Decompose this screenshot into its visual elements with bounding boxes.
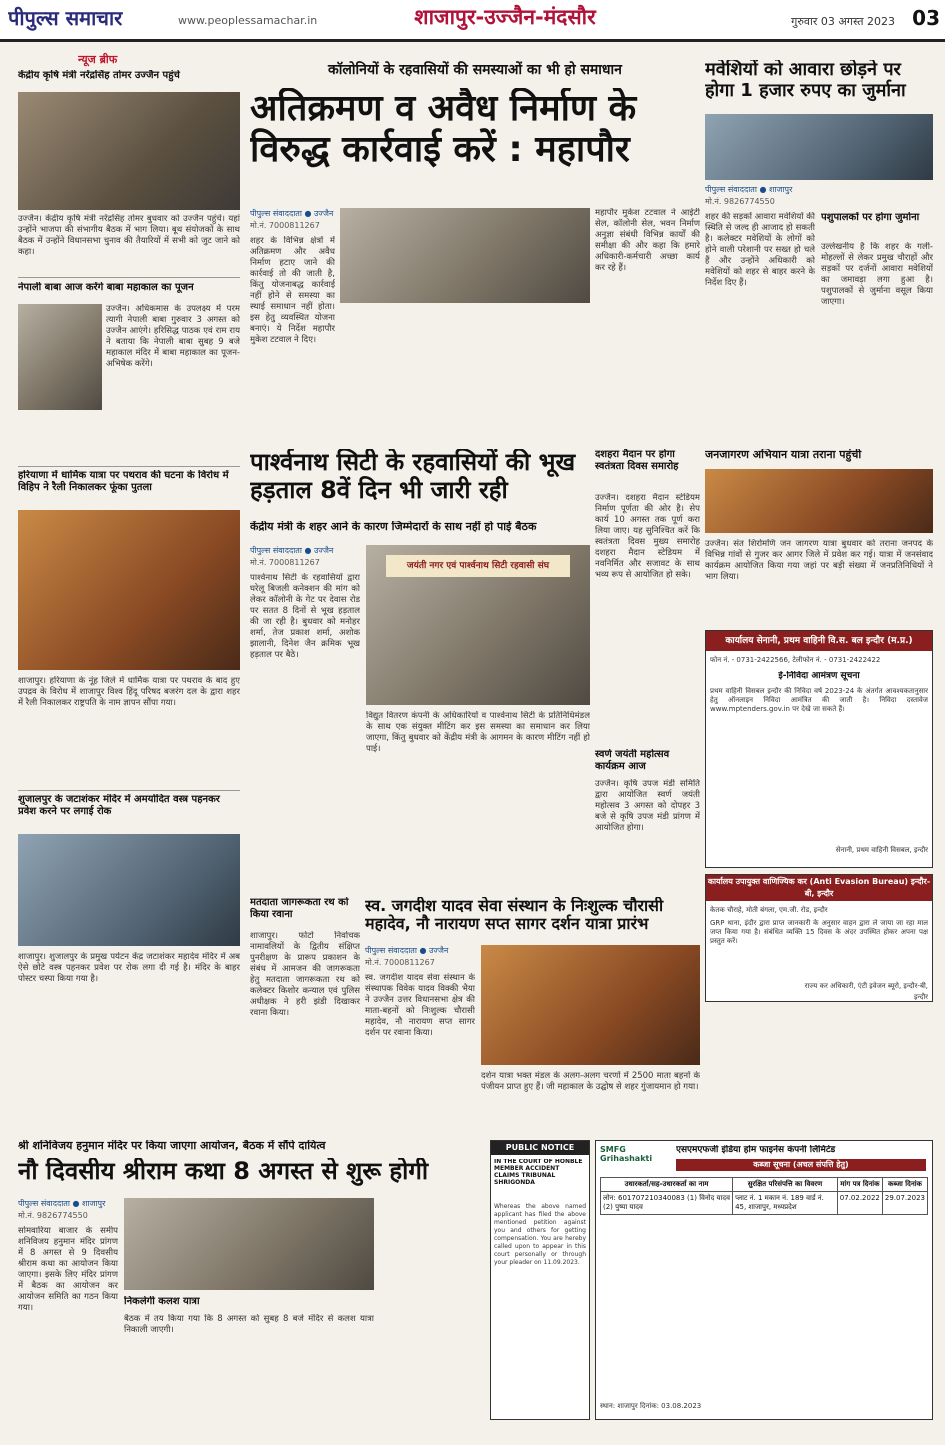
cattle-story xyxy=(705,48,933,438)
smfg-footer: स्थान: शाजापुर दिनांक: 03.08.2023 xyxy=(600,1402,702,1410)
tax-title: कार्यालय उपायुक्त वाणिज्यिक कर (Anti Evasion Bureau) इन्दौर- बी, इन्दौर xyxy=(706,875,932,901)
tax-body: GRP थाना, इंदौर द्वारा प्राप्त जानकारी के अनुसार वाहन द्वारा ले जाया जा रहा माल जप्त किया गया है। संबंधित व्यक्ति 15 दिवस के अंदर उपस्थित होकर अपना पक्ष प्रस्तुत करें। xyxy=(710,919,928,945)
yatra-crowd-photo xyxy=(481,945,700,1065)
tax-address: केतक चौराहे, मोती बंगला, एम.जी. रोड, इन्दौर xyxy=(710,906,828,914)
hunger-strike-photo xyxy=(366,545,590,705)
smfg-col-header: सुरक्षित परिसंपत्ति का विवरण xyxy=(733,1178,838,1192)
swarna-jayanti-body: उज्जैन। कृषि उपज मंडी समिति द्वारा आयोजित स्वर्ण जयंती महोत्सव 3 अगस्त को दोपहर 3 बजे से कृषि उपज मंडी प्रांगण में आयोजित होगा। xyxy=(595,779,700,833)
website-link[interactable]: www.peoplessamachar.in xyxy=(178,14,318,27)
divider xyxy=(18,790,240,791)
jatashankar-photo xyxy=(18,834,240,946)
shrikatha-headline: नौ दिवसीय श्रीराम कथा 8 अगस्त से शुरू होगी xyxy=(18,1158,429,1185)
smfg-col-header: मांग पत्र दिनांक xyxy=(837,1178,882,1192)
yatra-byline: पीपुल्स संवाददाता ● उज्जैन xyxy=(365,946,449,955)
yatra-story xyxy=(365,895,700,1135)
senani-tender-ad xyxy=(705,630,933,868)
issue-date: गुरुवार 03 अगस्त 2023 xyxy=(791,15,895,28)
parshwanath-body-2: विद्युत वितरण कंपनी के अधिकारियों व पार्श्वनाथ सिटी के प्रतिनिधिमंडल के साथ एक संयुक्त मीटिंग कर इस समस्या का समाधान कर लिया जाएगा, किंतु बुधवार को केंद्रीय मंत्री के आगमन के कारण मीटिंग नहीं हो पाई। xyxy=(366,711,590,754)
public-notice-body: Whereas the above named applicant has filed the above mentioned petition against you and others for getting compensation. You are hereby called upon to appear in this court personally or through your pleader on 11.09.2023. xyxy=(494,1203,586,1266)
haryana-rally-photo xyxy=(18,510,240,670)
news-brief-kicker: न्यूज ब्रीफ xyxy=(78,53,118,66)
smfg-title: एसएमएफजी इंडिया होम फाइनेंस कंपनी लिमिटेड xyxy=(676,1145,836,1155)
smfg-cell: 29.07.2023 xyxy=(882,1192,927,1215)
janjagran-body: उज्जैन। संत शिरोमणि जन जागरण यात्रा बुधवार को तराना जनपद के विभिन्न गांवों से गुजर कर आगर जिले में प्रवेश कर गई। यात्रा में जनसंवाद कार्यक्रम आयोजित किया गया जहां पर बड़ी संख्या में जनप्रतिनिधियों ने भाग लिया। xyxy=(705,539,933,582)
parshwanath-mobile: मो.नं. 7000811267 xyxy=(250,558,320,567)
shrikatha-body: सोमवारिया बाजार के समीप शनिविजय हनुमान मंदिर प्रांगण में 8 अगस्त से 9 दिवसीय श्रीराम कथा का आयोजन किया जाएगा। इसके लिए मंदिर प्रांगण में बैठक का आयोजन कर आयोजन समिति का गठन किया गया। xyxy=(18,1226,118,1313)
top-story xyxy=(250,48,700,438)
janjagran-story xyxy=(705,445,933,625)
senani-body: प्रथम वाहिनी विसबल इन्दौर की निविदा वर्ष 2023-24 के अंतर्गत आवश्यकतानुसार हेतु ऑनलाइन निविदा आमंत्रित की जाती है। निविदा दस्तावेज www.mptenders.gov.in पर देखे जा सकते हैं। xyxy=(710,687,928,713)
public-notice-court: IN THE COURT OF HONBLE MEMBER ACCIDENT CLAIMS TRIBUNAL SHRIGONDA xyxy=(494,1159,583,1186)
senani-phone: फोन नं. - 0731-2422566, टेलीफोन नं. - 0731-2422422 xyxy=(710,656,881,664)
cattle-byline: पीपुल्स संवाददाता ● शाजापुर xyxy=(705,185,793,194)
cattle-body: शहर की सड़कों आवारा मवेशियों की स्थिति से जल्द ही आजाद हो सकती है। कलेक्टर मवेशियों के लोगों को होने वाली परेशानी पर सख्त हो चले हैं और उन्होंने अधिकारी को मवेशियों को शहर से बाहर करने के निर्देश दिए हैं। xyxy=(705,212,815,288)
kalash-yatra-body: बैठक में तय किया गया कि 8 अगस्त को सुबह 8 बजे मंदिर से कलश यात्रा निकाली जाएगी। xyxy=(124,1314,374,1335)
senani-notice-title: ई-निविदा आमंत्रण सूचना xyxy=(778,671,860,681)
smfg-col-header: उधारकर्ता/सह-उधारकर्ता का नाम xyxy=(601,1178,733,1192)
section-title: शाजापुर-उज्जैन-मंदसौर xyxy=(414,5,596,29)
haryana-headline: हरियाणा में धार्मिक यात्रा पर पथराव की घटना के विरोध में विहिप ने रैली निकालकर फूंका पुतला xyxy=(18,470,229,493)
top-story-body: शहर के विभिन्न क्षेत्रों में अतिक्रमण और अवैध निर्माण हटाए जाने की कार्रवाई तो की जाती है, किंतु योजनाबद्ध कार्रवाई नहीं होने से समस्या का स्थाई समाधान नहीं होता। इस हेतु व्यवस्थित योजना बनाएं। ये निर्देश महापौर मुकेश टटवाल ने दिए। xyxy=(250,236,335,345)
smfg-logo: SMFG Grihashakti xyxy=(600,1145,653,1163)
cattle-sub-body: उल्लेखनीय है कि शहर के गली-मोहल्लों से लेकर प्रमुख चौराहों और सड़कों पर दर्जनों आवारा मवेशियों का जमावड़ा लगा हुआ है। पशुपालकों से जुर्माना वसूल किया जाएगा। xyxy=(821,242,933,307)
swarna-jayanti-headline: स्वर्ण जयंती महोत्सव कार्यक्रम आज xyxy=(595,749,670,772)
yatra-headline: स्व. जगदीश यादव सेवा संस्थान के निःशुल्क चौरासी महादेव, नौ नारायण सप्त सागर दर्शन यात्रा प्रारंभ xyxy=(365,897,664,934)
parshwanath-subhead: केंद्रीय मंत्री के शहर आने के कारण जिम्मेदारों के साथ नहीं हो पाई बैठक xyxy=(250,521,537,533)
nepali-baba-headline: नेपाली बाबा आज करेंगे बाबा महाकाल का पूजन xyxy=(18,282,194,293)
smfg-table xyxy=(600,1177,928,1377)
shrikatha-byline: पीपुल्स संवाददाता ● शाजापुर xyxy=(18,1199,106,1208)
nepali-baba-body: उज्जैन। अधिकमास के उपलक्ष्य में परम त्यागी नेपाली बाबा गुरुवार 3 अगस्त को उज्जैन आएंगे। हरिसिद्ध पाठक एवं राम राय ने बताया कि नेपाली बाबा सुबह 9 बजे महाकाल मंदिर में बाबा महाकाल का पूजन-अभिषेक करेंगे। xyxy=(106,304,240,369)
dussehra-headline: दशहरा मैदान पर होगा स्वतंत्रता दिवस समारोह xyxy=(595,449,679,472)
top-story-body-2: महापौर मुकेश टटवाल ने आईटी सेल, कॉलोनी सेल, भवन निर्माण अनुज्ञा संबंधी विभिन्न कार्यों की समीक्षा की और कहा कि हमारे अधिकारी-कर्मचारी अच्छा कार्य कर रहे हैं। xyxy=(595,208,700,273)
yatra-body: स्व. जगदीश यादव सेवा संस्थान के संस्थापक विवेक यादव विक्की भैया ने उज्जैन उत्तर विधानसभा क्षेत्र की माता-बहनों को निःशुल्क चौरासी महादेव, नौ नारायण सप्त सागर दर्शन पर रवाना किया। xyxy=(365,973,475,1038)
matdata-headline: मतदाता जागरूकता रथ को किया रवाना xyxy=(250,897,349,920)
smfg-notice-title: कब्जा सूचना (अचल संपत्ति हेतु) xyxy=(676,1159,926,1171)
haryana-body: शाजापुर। हरियाणा के नूंह जिले में धार्मिक यात्रा पर पथराव के बाद हुए उपद्रव के विरोध में शाजापुर विश्व हिंदू परिषद बजरंग दल के द्वारा शहर में रैली निकालकर राष्ट्रपति के नाम ज्ञापन सौंपा गया। xyxy=(18,676,240,708)
shrikatha-meeting-photo xyxy=(124,1198,374,1290)
top-story-byline: पीपुल्स संवाददाता ● उज्जैन xyxy=(250,209,334,218)
dussehra-story xyxy=(595,445,700,890)
tomar-photo xyxy=(18,92,240,210)
tax-notice-ad xyxy=(705,874,933,1002)
divider xyxy=(18,466,240,467)
janjagran-headline: जनजागरण अभियान यात्रा तराना पहुंची xyxy=(705,449,862,461)
cattle-subhead: पशुपालकों पर होगा जुर्माना xyxy=(821,212,920,223)
newspaper-brand: पीपुल्स समाचार xyxy=(8,6,123,30)
public-notice-ad xyxy=(490,1140,590,1420)
protest-banner: जयंती नगर एवं पार्श्वनाथ सिटी रहवासी संघ xyxy=(386,555,570,577)
smfg-possession-ad xyxy=(595,1140,933,1420)
top-story-mobile: मो.नं. 7000811267 xyxy=(250,221,320,230)
yatra-body-2: दर्शन यात्रा भक्त मंडल के अलग-अलग चरणों में 2500 माता बहनों के पंजीयन प्राप्त हुए हैं। जी महाकाल के उद्घोष से शहर गुंजायमान हो गया। xyxy=(481,1071,700,1092)
cattle-mobile: मो.नं. 9826774550 xyxy=(705,197,775,206)
shrikatha-story xyxy=(18,1140,488,1420)
tax-signature: राज्य कर अधिकारी, एंटी इवेजन ब्यूरो, इन्दौर-बी, इन्दौर xyxy=(804,982,928,1001)
page-number: 03 xyxy=(912,6,940,30)
yatra-mobile: मो.नं. 7000811267 xyxy=(365,958,435,967)
masthead xyxy=(0,0,945,42)
parshwanath-byline: पीपुल्स संवाददाता ● उज्जैन xyxy=(250,546,334,555)
meeting-photo xyxy=(340,208,590,303)
nepali-baba-photo xyxy=(18,304,102,410)
matdata-story xyxy=(250,895,360,1135)
cattle-headline: मवेशियों को आवारा छोड़ने पर होगा 1 हजार रुपए का जुर्माना xyxy=(705,60,906,101)
senani-signature: सेनानी, प्रथम वाहिनी विसबल, इन्दौर xyxy=(835,846,928,854)
senani-title: कार्यालय सेनानी, प्रथम वाहिनी वि.स. बल इन्दौर (म.प्र.) xyxy=(706,631,932,651)
janjagran-photo xyxy=(705,469,933,533)
public-notice-title: PUBLIC NOTICE xyxy=(491,1141,589,1155)
tomar-headline: केंद्रीय कृषि मंत्री नरेंद्रसिंह तोमर उज्जैन पहुंचे xyxy=(18,70,180,81)
smfg-col-header: कब्जा दिनांक xyxy=(882,1178,927,1192)
top-story-headline: अतिक्रमण व अवैध निर्माण के विरुद्ध कार्रवाई करें : महापौर xyxy=(250,88,637,171)
smfg-cell: 07.02.2022 xyxy=(837,1192,882,1215)
jatashankar-headline: शुजालपुर के जटाशंकर मंदिर में अमर्यादित वस्त्र पहनकर प्रवेश करने पर लगाई रोक xyxy=(18,794,220,817)
divider xyxy=(18,277,240,278)
smfg-cell: लोन: 601707210340083 (1) विनोद यादव (2) पुष्पा यादव xyxy=(601,1192,733,1215)
matdata-body: शाजापुर। फोटो निर्वाचक नामावलियों के द्वितीय संक्षिप्त पुनरीक्षण के प्रारूप प्रकाशन के संबंध में आमजन की जागरूकता हेतु मतदाता जागरूकता रथ को कलेक्टर किशोर कन्याल एवं पुलिस अधीक्षक ने हरी झंडी दिखाकर रवाना किया। xyxy=(250,931,360,1018)
dussehra-body: उज्जैन। दशहरा मैदान स्टेडियम निर्माण पूर्णता की ओर है। सेप कार्य 10 अगस्त तक पूर्ण करा लिया जाए। यह सुनिश्चित करें कि स्वतंत्रता दिवस मुख्य समारोह दशहरा मैदान स्टेडियम में नवनिर्मित और सजावट के साथ भव्य रूप से आयोजित हो सके। xyxy=(595,493,700,580)
parshwanath-body: पार्श्वनाथ सिटी के रहवासियों द्वारा घरेलू बिजली कनेक्शन की मांग को लेकर कॉलोनी के गेट पर देवास रोड पर सतत 8 दिनों से भूख हड़ताल की जा रही है। बुधवार को मनोहर शर्मा, तेज प्रकाश शर्मा, अशोक झालानी, दिनेश जैन क्रमिक भूख हड़ताल पर बैठे। xyxy=(250,573,360,660)
shrikatha-kicker: श्री शनिविजय हनुमान मंदिर पर किया जाएगा आयोजन, बैठक में सौंपे दायित्व xyxy=(18,1140,326,1152)
parshwanath-story xyxy=(250,445,590,890)
top-story-kicker: कॉलोनियों के रहवासियों की समस्याओं का भी हो समाधान xyxy=(328,62,622,78)
parshwanath-headline: पार्श्वनाथ सिटी के रहवासियों की भूख हड़ताल 8वें दिन भी जारी रही xyxy=(250,449,576,504)
jatashankar-body: शाजापुर। शुजालपुर के प्रमुख पर्यटन केंद्र जटाशंकर महादेव मंदिर में अब ऐसे छोटे वस्त्र पहनकर प्रवेश पर रोक लगा दी गई है। मंदिर के बाहर पोस्टर चस्पा किया गया है। xyxy=(18,952,240,984)
smfg-cell: प्लाट नं. 1 मकान नं. 189 वार्ड नं. 45, शाजापुर, मध्यप्रदेश xyxy=(733,1192,838,1215)
cattle-photo xyxy=(705,114,933,180)
kalash-yatra-headline: निकलेगी कलश यात्रा xyxy=(124,1296,200,1307)
shrikatha-mobile: मो.नं. 9826774550 xyxy=(18,1211,88,1220)
tomar-body: उज्जैन। केंद्रीय कृषि मंत्री नरेंद्रसिंह तोमर बुधवार को उज्जैन पहुंचे। यहां उन्होंने भाजपा की संभागीय बैठक में भाग लिया। बूथ संयोजकों के साथ बैठक में उन्होंने विधानसभा चुनाव की तैयारियों में सभी को जुट जाने को कहा। xyxy=(18,214,240,257)
